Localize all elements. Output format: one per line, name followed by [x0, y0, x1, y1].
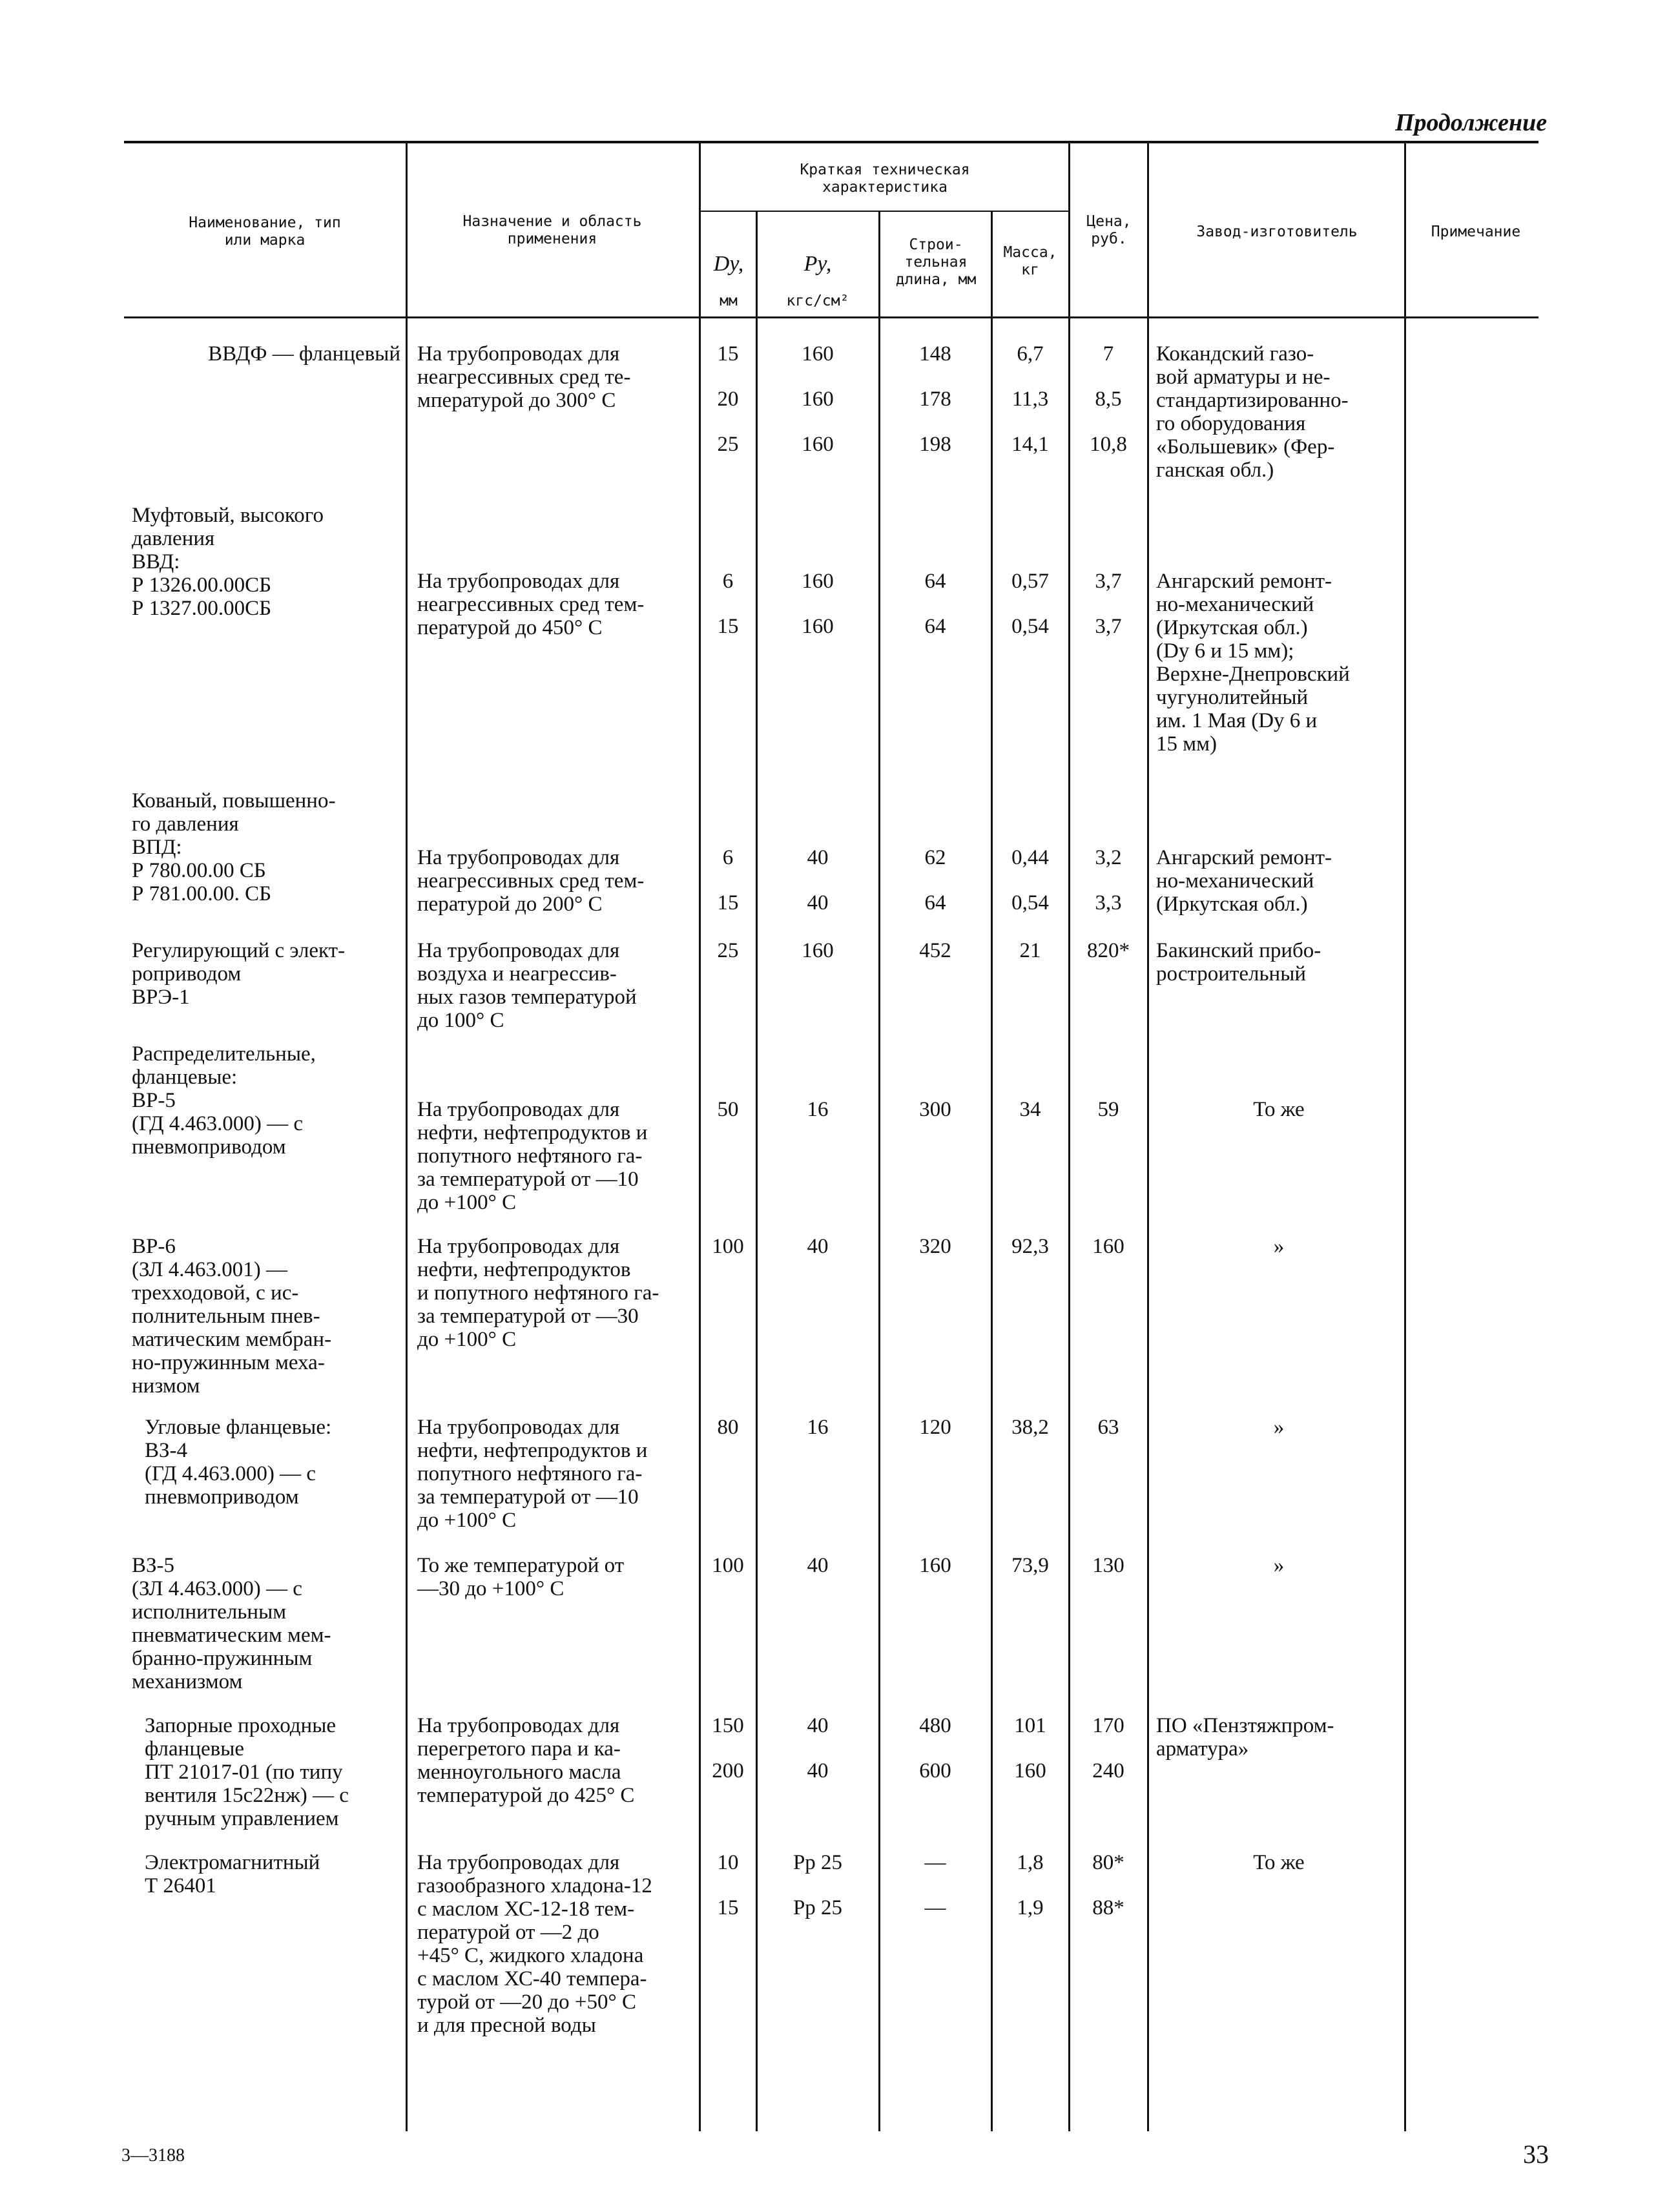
- footer-code: 3—3188: [121, 2145, 185, 2165]
- row-purpose: На трубопроводах для нефти, нефтепродуктов и попутного нефтяного га- за температурой от —30 до +100° С: [417, 1235, 659, 1351]
- col-divider-3: [756, 212, 758, 2131]
- value-py: 16: [807, 1098, 829, 1121]
- value-length: 300: [919, 1098, 951, 1121]
- value-mass: 160: [1014, 1759, 1046, 1783]
- value-dy: 15: [717, 1896, 739, 1919]
- row-maker: Кокандский газо- вой арматуры и не- стандартизированно- го оборудования «Большевик» (Фер- ганская обл.): [1156, 342, 1349, 482]
- value-length: 160: [919, 1554, 951, 1577]
- row-maker: То же: [1253, 1098, 1305, 1121]
- value-py: Pр 25: [792, 1896, 843, 1919]
- row-name: ВЗ-5 (ЗЛ 4.463.000) — с исполнительным пневматическим мем- бранно-пружинным механизмом: [132, 1554, 331, 1693]
- value-dy: 25: [717, 433, 739, 456]
- value-price: 63: [1097, 1416, 1119, 1439]
- row-purpose: На трубопроводах для воздуха и неагрессив- ных газов температурой до 100° С: [417, 939, 637, 1032]
- header-dy-unit: мм: [720, 293, 738, 309]
- row-purpose: На трубопроводах для нефти, нефтепродуктов и попутного нефтяного га- за температурой от —10 до +100° С: [417, 1416, 648, 1532]
- value-price: 820*: [1087, 939, 1130, 962]
- value-dy: 50: [717, 1098, 739, 1121]
- value-price: 240: [1092, 1759, 1124, 1783]
- value-length: 480: [919, 1714, 951, 1737]
- value-py: 160: [802, 570, 834, 593]
- col-divider-5: [991, 212, 993, 2131]
- value-price: 7: [1103, 342, 1114, 366]
- value-length: —: [924, 1896, 946, 1919]
- value-length: 120: [919, 1416, 951, 1439]
- value-dy: 80: [717, 1416, 739, 1439]
- value-mass: 1,8: [1017, 1851, 1044, 1874]
- value-length: 64: [924, 570, 946, 593]
- row-name: Угловые фланцевые: ВЗ-4 (ГД 4.463.000) — с пневмоприводом: [145, 1416, 332, 1509]
- row-name: Запорные проходные фланцевые ПТ 21017-01 (по типу вентиля 15с22нж) — с ручным управлением: [145, 1714, 349, 1830]
- value-dy: 25: [717, 939, 739, 962]
- value-mass: 0,44: [1011, 846, 1049, 869]
- value-py: 160: [802, 433, 834, 456]
- row-maker: Ангарский ремонт- но-механический (Иркутская обл.) (Dу 6 и 15 мм); Верхне-Днепровский чугунолитейный им. 1 Мая (Dу 6 и 15 мм): [1156, 570, 1350, 756]
- header-maker: Завод-изготовитель: [1196, 223, 1358, 240]
- value-py: 40: [807, 1759, 829, 1783]
- row-maker: ПО «Пензтяжпром- арматура»: [1156, 1714, 1334, 1761]
- row-name: ВВДФ — фланцевый: [208, 342, 400, 366]
- value-mass: 38,2: [1011, 1416, 1049, 1439]
- row-purpose: На трубопроводах для нефти, нефтепродуктов и попутного нефтяного га- за температурой от —10 до +100° С: [417, 1098, 648, 1214]
- row-name: Муфтовый, высокого давления ВВД: Р 1326.00.00СБ Р 1327.00.00СБ: [132, 504, 324, 620]
- col-divider-8: [1404, 143, 1406, 2131]
- value-py: 40: [807, 891, 829, 915]
- value-length: 320: [919, 1235, 951, 1258]
- page-number: 33: [1523, 2140, 1549, 2169]
- row-maker: То же: [1253, 1851, 1305, 1874]
- value-mass: 21: [1019, 939, 1041, 962]
- value-dy: 150: [712, 1714, 744, 1737]
- value-py: 40: [807, 846, 829, 869]
- value-length: 64: [924, 615, 946, 638]
- row-maker: Ангарский ремонт- но-механический (Иркутская обл.): [1156, 846, 1332, 916]
- header-name: Наименование, тип или марка: [189, 214, 341, 249]
- value-mass: 1,9: [1017, 1896, 1044, 1919]
- value-length: 198: [919, 433, 951, 456]
- row-purpose: На трубопроводах для неагрессивных сред тем- пературой до 200° С: [417, 846, 645, 916]
- value-price: 10,8: [1090, 433, 1127, 456]
- header-price: Цена, руб.: [1086, 213, 1132, 247]
- value-mass: 0,54: [1011, 891, 1049, 915]
- value-py: 40: [807, 1235, 829, 1258]
- row-purpose: На трубопроводах для перегретого пара и ка- менноугольного масла температурой до 425° С: [417, 1714, 635, 1807]
- value-py: Pр 25: [792, 1851, 843, 1874]
- value-length: 148: [919, 342, 951, 366]
- header-mass: Масса, кг: [1003, 244, 1057, 278]
- value-dy: 15: [717, 342, 739, 366]
- value-dy: 20: [717, 388, 739, 411]
- top-rule: [124, 141, 1538, 143]
- value-mass: 92,3: [1011, 1235, 1049, 1258]
- value-length: 178: [919, 388, 951, 411]
- value-mass: 0,54: [1011, 615, 1049, 638]
- value-length: —: [924, 1851, 946, 1874]
- value-mass: 0,57: [1011, 570, 1049, 593]
- value-dy: 100: [712, 1554, 744, 1577]
- value-dy: 15: [717, 891, 739, 915]
- value-dy: 10: [717, 1851, 739, 1874]
- value-price: 88*: [1092, 1896, 1124, 1919]
- header-length: Строи- тельная длина, мм: [895, 236, 977, 288]
- value-length: 62: [924, 846, 946, 869]
- header-dy: [703, 238, 754, 310]
- header-dy-symbol: Dу,: [713, 252, 744, 276]
- col-divider-7: [1147, 143, 1149, 2131]
- value-price: 80*: [1092, 1851, 1124, 1874]
- value-dy: 200: [712, 1759, 744, 1783]
- value-length: 600: [919, 1759, 951, 1783]
- header-py-unit: кгс/см²: [786, 293, 849, 309]
- value-price: 130: [1092, 1554, 1124, 1577]
- value-py: 160: [802, 615, 834, 638]
- value-price: 3,7: [1095, 570, 1122, 593]
- header-purpose: Назначение и область применения: [462, 213, 642, 247]
- value-mass: 14,1: [1011, 433, 1049, 456]
- row-purpose: На трубопроводах для газообразного хладона-12 с маслом ХС-12-18 тем- пературой от —2 до +45° С, жидкого хладона с маслом ХС-40 темпера- турой от —20 до +50° С и для пресной воды: [417, 1851, 652, 2037]
- row-maker: »: [1273, 1235, 1285, 1258]
- row-name: Распределительные, фланцевые: ВР-5 (ГД 4.463.000) — с пневмоприводом: [132, 1042, 316, 1159]
- value-py: 40: [807, 1714, 829, 1737]
- value-mass: 11,3: [1011, 388, 1049, 411]
- value-price: 3,7: [1095, 615, 1122, 638]
- row-name: Электромагнитный Т 26401: [145, 1851, 320, 1897]
- row-purpose: То же температурой от —30 до +100° С: [417, 1554, 625, 1600]
- row-purpose: На трубопроводах для неагрессивных сред тем- пературой до 450° С: [417, 570, 645, 639]
- row-purpose: На трубопроводах для неагрессивных сред те- мпературой до 300° С: [417, 342, 631, 412]
- col-divider-1: [406, 143, 408, 2131]
- col-divider-2: [699, 143, 701, 2131]
- value-dy: 6: [722, 570, 734, 593]
- header-py: [760, 238, 876, 310]
- value-mass: 34: [1019, 1098, 1041, 1121]
- value-mass: 73,9: [1011, 1554, 1049, 1577]
- value-price: 59: [1097, 1098, 1119, 1121]
- header-py-symbol: Pу,: [803, 252, 832, 276]
- row-maker: »: [1273, 1416, 1285, 1439]
- col-divider-6: [1068, 143, 1070, 2131]
- value-dy: 6: [722, 846, 734, 869]
- value-py: 160: [802, 939, 834, 962]
- value-py: 40: [807, 1554, 829, 1577]
- header-tech: Краткая техническая характеристика: [800, 161, 970, 196]
- value-mass: 101: [1014, 1714, 1046, 1737]
- value-py: 160: [802, 388, 834, 411]
- value-length: 64: [924, 891, 946, 915]
- value-price: 8,5: [1095, 388, 1122, 411]
- row-name: ВР-6 (ЗЛ 4.463.001) — трехходовой, с ис- полнительным пнев- матическим мембран- но-пружинным меха- низмом: [132, 1235, 332, 1398]
- value-mass: 6,7: [1017, 342, 1044, 366]
- value-price: 160: [1092, 1235, 1124, 1258]
- value-price: 170: [1092, 1714, 1124, 1737]
- continued-label: Продолжение: [1395, 109, 1548, 136]
- value-dy: 100: [712, 1235, 744, 1258]
- header-note: Примечание: [1431, 223, 1521, 240]
- value-py: 16: [807, 1416, 829, 1439]
- value-length: 452: [919, 939, 951, 962]
- value-dy: 15: [717, 615, 739, 638]
- col-divider-4: [878, 212, 880, 2131]
- row-name: Кованый, повышенно- го давления ВПД: Р 780.00.00 СБ Р 781.00.00. СБ: [132, 789, 336, 905]
- row-maker: »: [1273, 1554, 1285, 1577]
- row-maker: Бакинский прибо- ростроительный: [1156, 939, 1321, 986]
- value-py: 160: [802, 342, 834, 366]
- value-price: 3,3: [1095, 891, 1122, 915]
- row-name: Регулирующий с элект- роприводом ВРЭ-1: [132, 939, 346, 1009]
- header-bottom-rule: [124, 316, 1538, 318]
- value-price: 3,2: [1095, 846, 1122, 869]
